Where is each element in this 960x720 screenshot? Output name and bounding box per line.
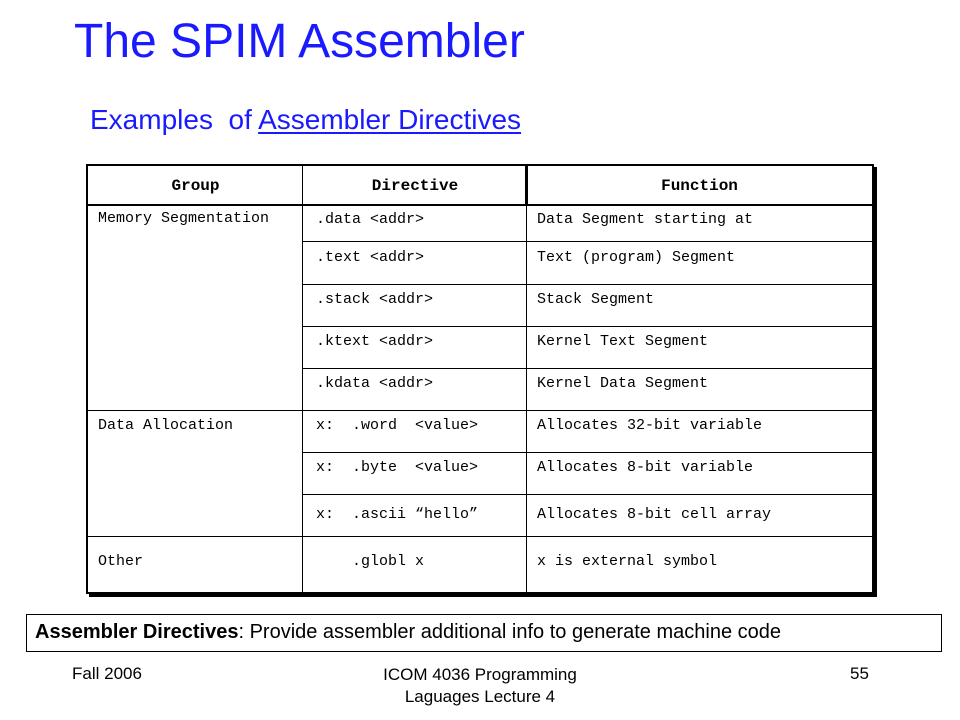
- directive-cell: .ktext <addr>: [316, 333, 434, 350]
- footer-course: [300, 664, 660, 708]
- function-cell: Data Segment starting at: [537, 211, 754, 228]
- footer-date: Fall 2006: [72, 664, 142, 683]
- header-divider: [525, 166, 528, 206]
- header-directive: Directive: [371, 177, 459, 195]
- group-divider: [88, 410, 872, 411]
- slide-subtitle: [90, 104, 521, 136]
- header-function: Function: [661, 177, 738, 195]
- directive-cell: .stack <addr>: [316, 291, 434, 308]
- group-divider: [88, 536, 872, 537]
- table-header: [88, 166, 872, 206]
- note-text: : Provide assembler additional info to generate machine code: [238, 621, 782, 643]
- note-term: Assembler Directives: [35, 621, 239, 643]
- directive-cell: .data <addr>: [316, 211, 425, 228]
- row-divider: [302, 326, 872, 327]
- row-divider: [302, 494, 872, 495]
- function-cell: Allocates 32-bit variable: [537, 417, 763, 434]
- directive-cell: .kdata <addr>: [316, 375, 434, 392]
- group-memory-segmentation: Memory Segmentation: [98, 210, 270, 227]
- column-divider: [526, 206, 527, 592]
- row-divider: [302, 452, 872, 453]
- footer-course-line2: Laguages Lecture 4: [404, 687, 556, 706]
- function-cell: Text (program) Segment: [537, 249, 736, 266]
- function-cell: x is external symbol: [537, 553, 718, 570]
- header-divider-left: [302, 166, 303, 206]
- directive-cell: .text <addr>: [316, 249, 425, 266]
- function-cell: Allocates 8-bit variable: [537, 459, 754, 476]
- definition-note: [26, 614, 942, 652]
- footer-course-line1: ICOM 4036 Programming: [383, 665, 577, 684]
- page-number: 55: [850, 664, 869, 683]
- directive-cell: .globl x: [316, 553, 425, 570]
- row-divider: [302, 368, 872, 369]
- column-divider: [302, 206, 303, 592]
- directives-table: [86, 164, 874, 594]
- directive-cell: x: .ascii “hello”: [316, 506, 479, 523]
- function-cell: Stack Segment: [537, 291, 655, 308]
- slide-title: The SPIM Assembler: [74, 15, 525, 68]
- group-data-allocation: Data Allocation: [98, 417, 234, 434]
- directive-cell: x: .word <value>: [316, 417, 479, 434]
- function-cell: Allocates 8-bit cell array: [537, 506, 772, 523]
- subtitle-link[interactable]: Assembler Directives: [258, 104, 522, 135]
- function-cell: Kernel Data Segment: [537, 375, 709, 392]
- row-divider: [302, 284, 872, 285]
- function-cell: Kernel Text Segment: [537, 333, 709, 350]
- directive-cell: x: .byte <value>: [316, 459, 479, 476]
- header-group: Group: [171, 177, 220, 195]
- subtitle-prefix: Examples of: [90, 104, 259, 135]
- row-divider: [302, 241, 872, 242]
- group-other: Other: [98, 553, 144, 570]
